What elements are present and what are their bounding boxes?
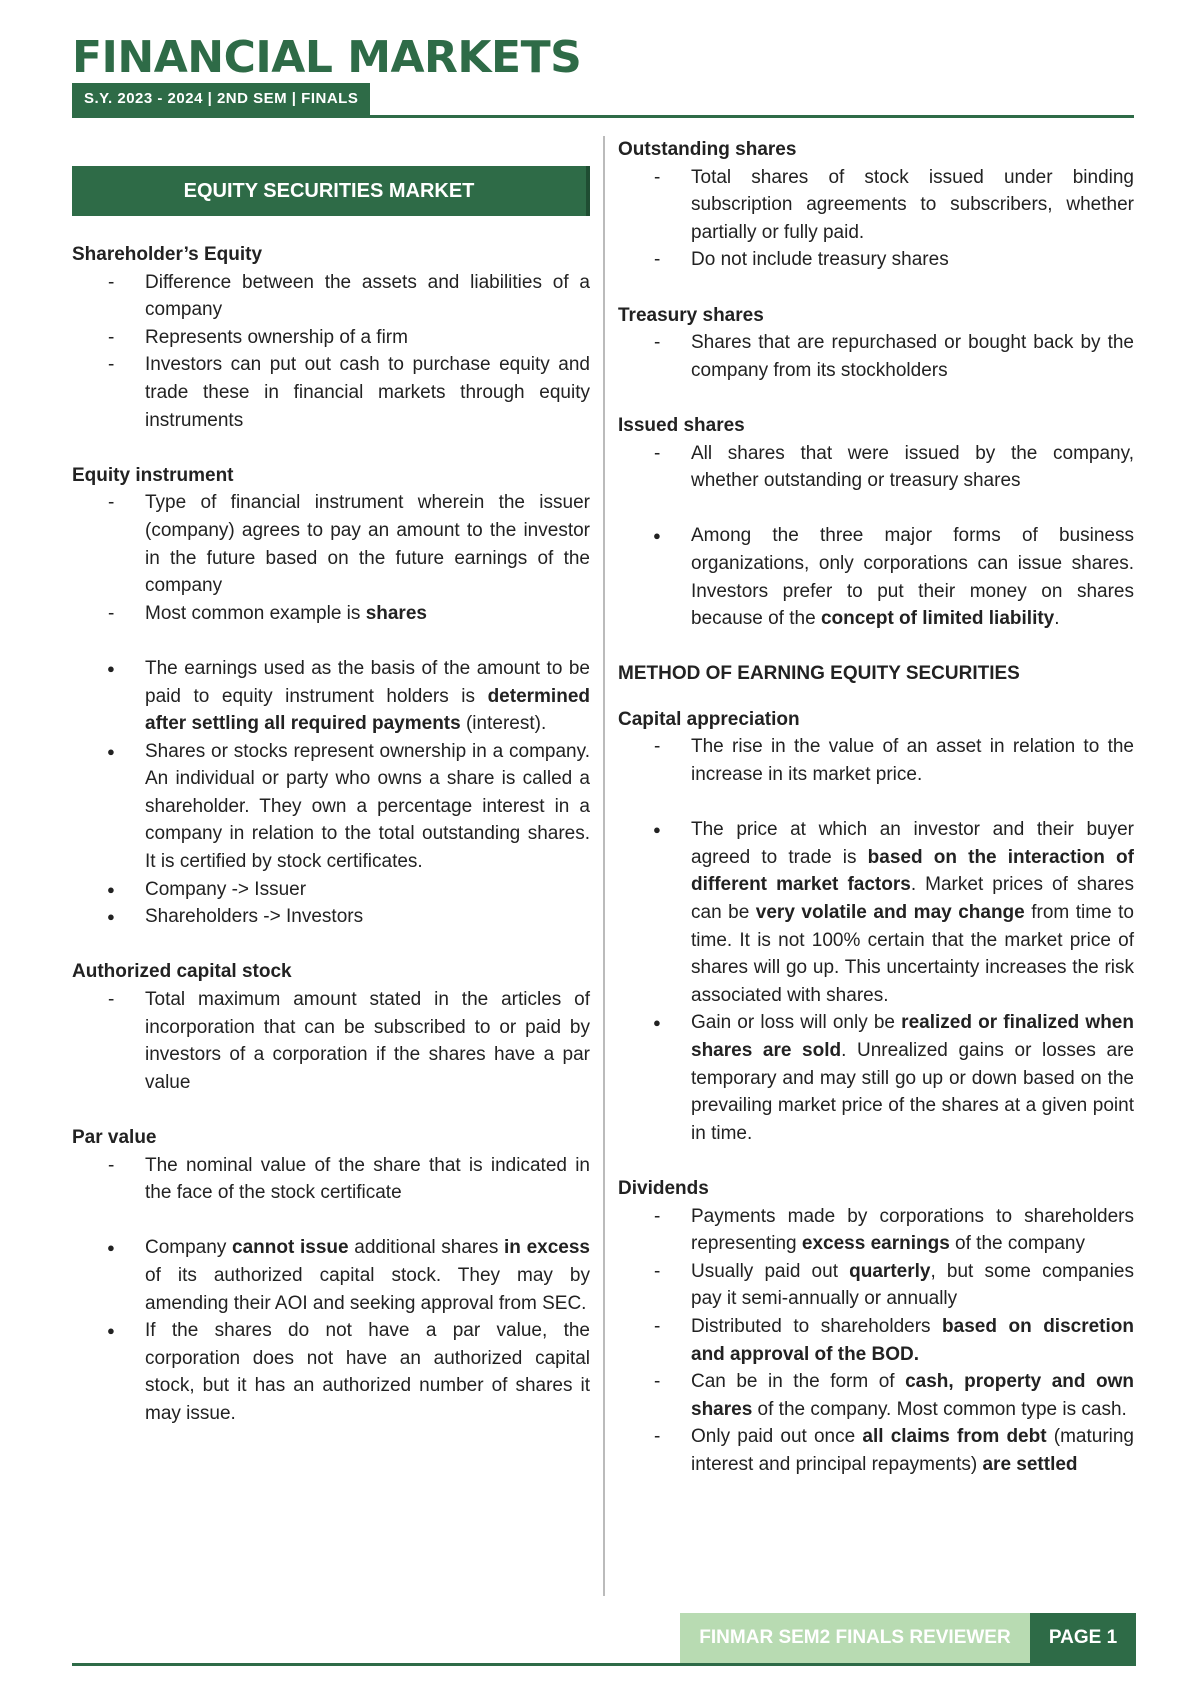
authorized-list [72, 986, 590, 1096]
footer-rule [72, 1663, 1136, 1666]
treasury-list [618, 329, 1134, 384]
list-item: - All shares that were issued by the company, whether outstanding or treasury shares [618, 440, 1134, 495]
heading-treasury-shares: Treasury shares [618, 304, 764, 326]
footer-reviewer-label: FINMAR SEM2 FINALS REVIEWER [680, 1613, 1030, 1663]
text-run: . Unrealized gains or losses are temporary and may still go up or down based on the prevailing market price of the shares at a given point in time. [691, 1040, 1134, 1144]
bold-text: excess earnings [801, 1233, 950, 1255]
left-column [72, 136, 590, 1428]
text-run: Can be in the form of [691, 1371, 906, 1393]
text-run: from time to time. It is not 100% certain that the market price of shares will go up. This uncertainty increases the risk associated with shares. [691, 902, 1135, 1006]
heading-capital-appreciation: Capital appreciation [618, 708, 800, 730]
par-value-list [72, 1152, 590, 1207]
bullet-item: ● If the shares do not have a par value, the corporation does not have an authorized capital stock, but it has an authorized number of shares it may issue. [72, 1317, 590, 1427]
text-run: of the company [949, 1233, 1085, 1255]
column-divider [603, 136, 605, 1596]
bold-text: in excess [504, 1237, 590, 1259]
bold-text: are settled [982, 1453, 1078, 1475]
bullet-item [618, 1009, 1134, 1147]
text-run: Distributed to shareholders [691, 1315, 943, 1337]
bold-text: shares [365, 602, 427, 624]
bold-text: quarterly [849, 1260, 931, 1282]
bullet-item: ● Shares or stocks represent ownership in a company. An individual or party who owns a share is called a shareholder. They own a percentage interest in a company in relation to the total outstanding shares. It is certified by stock certificates. [72, 738, 590, 876]
par-value-bullets [72, 1234, 590, 1427]
list-item: - Type of financial instrument wherein the issuer (company) agrees to pay an amount to the investor in the future based on the future earnings of the company [72, 489, 590, 599]
text-run: of the company. Most common type is cash. [752, 1398, 1127, 1420]
list-item: - The nominal value of the share that is indicated in the face of the stock certificate [72, 1152, 590, 1207]
capital-list [618, 733, 1134, 788]
footer-page-number: PAGE 1 [1030, 1613, 1136, 1663]
text-run: of its authorized capital stock. They may by amending their AOI and seeking approval from SEC. [145, 1264, 590, 1314]
subtitle-badge: S.Y. 2023 - 2024 | 2ND SEM | FINALS [72, 83, 370, 115]
list-item: - Total shares of stock issued under binding subscription agreements to subscribers, whether partially or fully paid. [618, 164, 1134, 247]
bold-text: all claims from debt [862, 1426, 1047, 1448]
bold-text: cash, property and own shares [691, 1371, 1134, 1420]
text-run: . [1054, 608, 1060, 630]
bold-text: based on discretion and approval of the BOD. [691, 1315, 1134, 1365]
heading-method-of-earning: METHOD OF EARNING EQUITY SECURITIES [618, 663, 1020, 685]
right-column [618, 136, 1134, 1479]
heading-equity-instrument: Equity instrument [72, 464, 234, 486]
bullet-item [72, 655, 590, 738]
text-run: Only paid out once [691, 1426, 863, 1448]
heading-shareholders-equity: Shareholder’s Equity [72, 244, 263, 265]
text-run: The price at which an investor and their buyer agreed to trade is [691, 819, 1134, 868]
text-run: (interest). [460, 713, 547, 735]
heading-dividends: Dividends [618, 1177, 709, 1199]
list-item [618, 1258, 1134, 1313]
list-item [618, 1423, 1134, 1478]
equity-instrument-list [72, 489, 590, 627]
list-item: - Total maximum amount stated in the articles of incorporation that can be subscribed to or paid by investors of a corporation if the shares have a par value [72, 986, 590, 1096]
list-item [618, 1203, 1134, 1258]
heading-issued-shares: Issued shares [618, 414, 745, 436]
bullet-item [618, 816, 1134, 1009]
list-item [72, 600, 590, 628]
list-item [618, 1313, 1134, 1368]
issued-bullets [618, 522, 1134, 632]
bold-text: very volatile and may change [755, 902, 1025, 924]
text-run: additional shares [348, 1237, 505, 1259]
bullet-item: ● Company -> Issuer [72, 876, 590, 904]
issued-list [618, 440, 1134, 495]
text-run: Company [145, 1237, 233, 1259]
text-run: (maturing interest and principal repayments) [691, 1426, 1135, 1475]
heading-authorized-capital-stock: Authorized capital stock [72, 961, 292, 983]
text-run: The earnings used as the basis of the amount to be paid to equity instrument holders is [145, 657, 590, 707]
bold-text: concept of limited liability [820, 608, 1055, 630]
list-item: - Do not include treasury shares [618, 246, 1134, 274]
text-run: Among the three major forms of business organizations, only corporations can issue shares. Investors prefer to put their money on shares because of the [691, 525, 1134, 630]
text-run: . Market prices of shares can be [691, 874, 1134, 924]
outstanding-list [618, 164, 1134, 274]
dividends-list [618, 1203, 1134, 1479]
text-run: Usually paid out [691, 1260, 850, 1282]
bold-text: determined after settling all required payments [145, 685, 590, 735]
bullet-item: ● Shareholders -> Investors [72, 903, 590, 931]
heading-par-value: Par value [72, 1127, 157, 1148]
header-rule [72, 115, 1134, 118]
section-banner: EQUITY SECURITIES MARKET [72, 166, 590, 216]
text-run: Most common example is [145, 602, 366, 624]
bold-text: realized or finalized when shares are sold [691, 1012, 1134, 1061]
text-run: , but some companies pay it semi-annually or annually [691, 1260, 1134, 1310]
shareholders-equity-list [72, 269, 590, 435]
list-item: - The rise in the value of an asset in relation to the increase in its market price. [618, 733, 1134, 788]
bold-text: cannot issue [232, 1237, 349, 1259]
list-item [618, 1368, 1134, 1423]
text-run: Payments made by corporations to shareholders representing [691, 1205, 1134, 1255]
page-title: FINANCIAL MARKETS [72, 32, 582, 83]
list-item: - Shares that are repurchased or bought back by the company from its stockholders [618, 329, 1134, 384]
heading-outstanding-shares: Outstanding shares [618, 139, 797, 160]
capital-bullets [618, 816, 1134, 1147]
bullet-item [72, 1234, 590, 1317]
text-run: Gain or loss will only be [691, 1012, 902, 1034]
list-item: - Represents ownership of a firm [72, 324, 590, 352]
list-item: - Investors can put out cash to purchase equity and trade these in financial markets through equity instruments [72, 351, 590, 434]
equity-bullets [72, 655, 590, 931]
bold-text: based on the interaction of different market factors [691, 846, 1134, 896]
bullet-item [618, 522, 1134, 632]
list-item: - Difference between the assets and liabilities of a company [72, 269, 590, 324]
